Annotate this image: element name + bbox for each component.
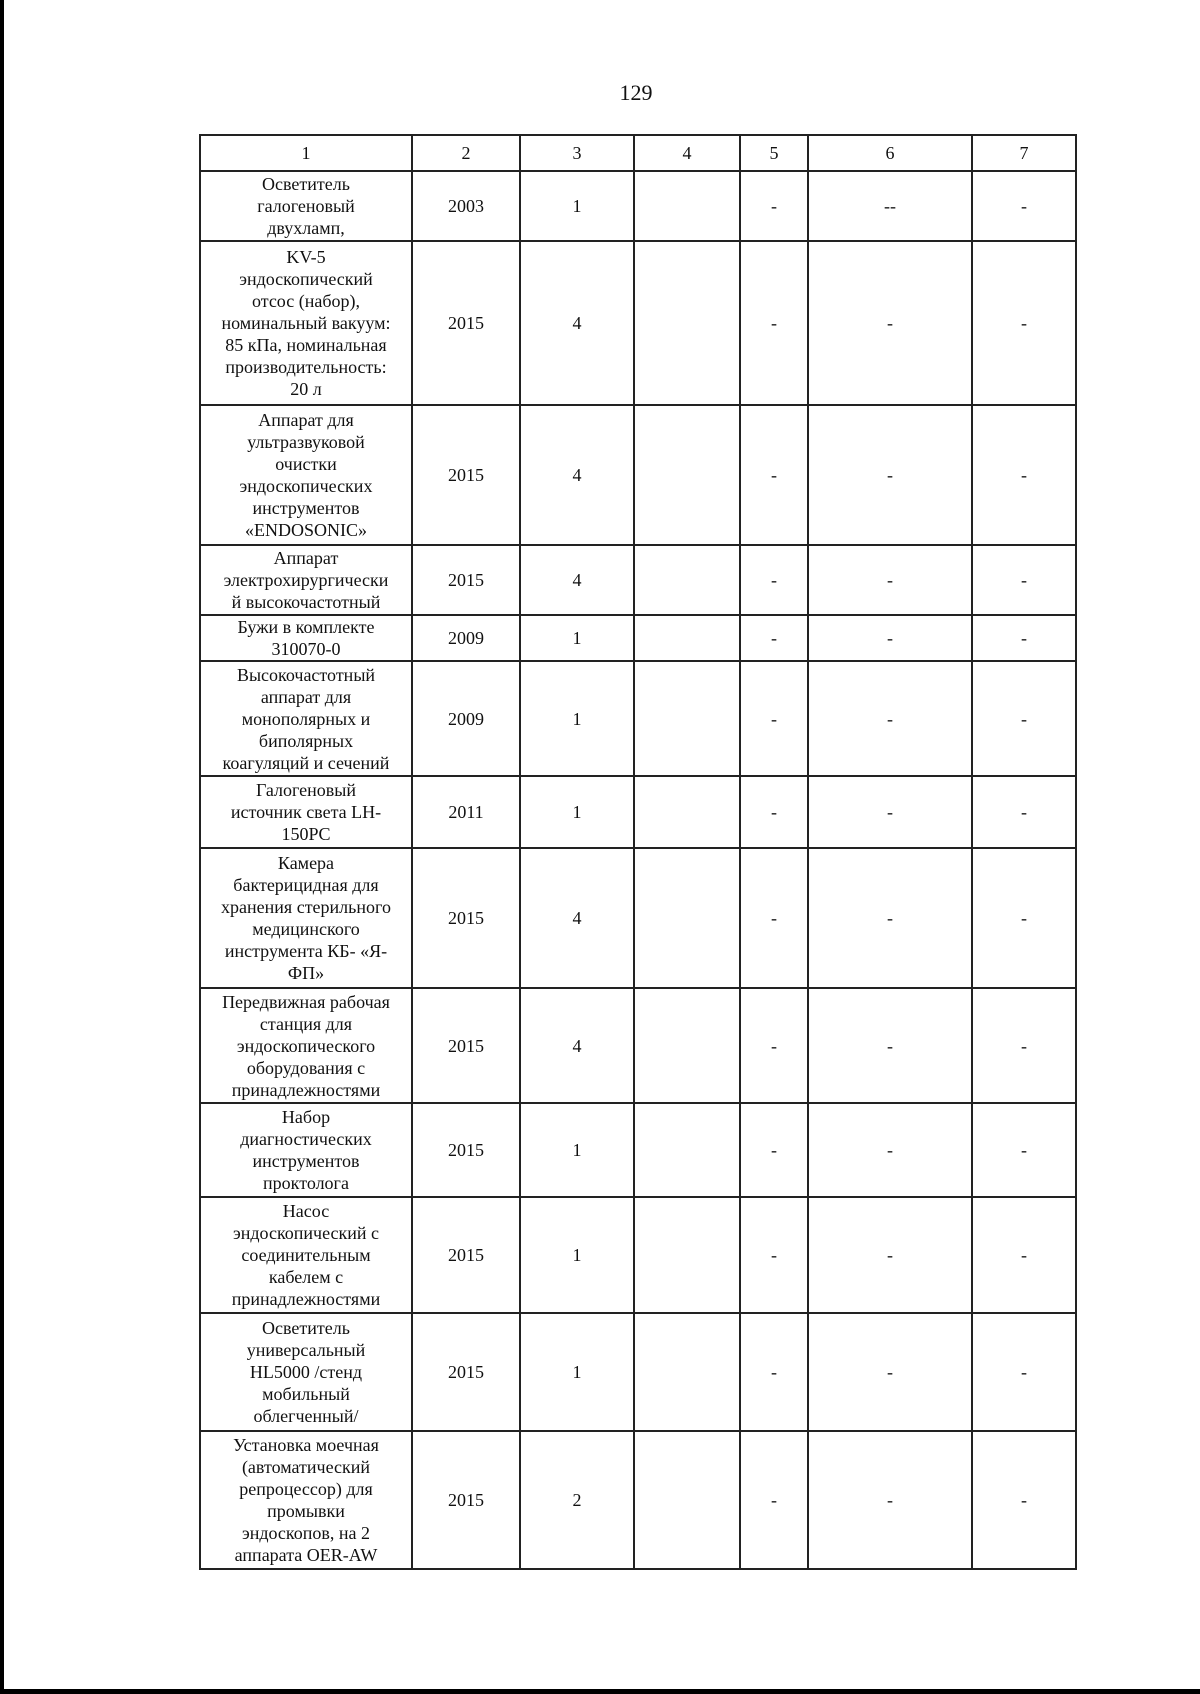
column-header: 6 (808, 135, 972, 171)
column-7-cell: - (972, 1103, 1076, 1197)
table-row (200, 405, 1076, 545)
equipment-name-cell: Галогеновый источник света LH- 150PC (200, 776, 412, 848)
column-6-cell: - (808, 776, 972, 848)
scan-edge-bottom (0, 1689, 1200, 1694)
column-6-cell: - (808, 848, 972, 988)
column-6-cell: -- (808, 171, 972, 241)
equipment-name-cell: Передвижная рабочая станция для эндоскопического оборудования с принадлежностями (200, 988, 412, 1103)
table-row (200, 988, 1076, 1103)
column-4-cell (634, 241, 740, 405)
column-5-cell: - (740, 661, 808, 776)
equipment-name-cell: Насос эндоскопический с соединительным кабелем с принадлежностями (200, 1197, 412, 1313)
column-4-cell (634, 1431, 740, 1569)
page-number: 129 (619, 80, 653, 105)
table-row (200, 1197, 1076, 1313)
column-6-cell: - (808, 1313, 972, 1431)
equipment-name-cell: Камера бактерицидная для хранения стерильного медицинского инструмента КБ- «Я- ФП» (200, 848, 412, 988)
column-header: 5 (740, 135, 808, 171)
table-row (200, 1103, 1076, 1197)
table-row (200, 545, 1076, 615)
equipment-name-cell: Установка моечная (автоматический репроцессор) для промывки эндоскопов, на 2 аппарата OER-AW (200, 1431, 412, 1569)
table-row (200, 241, 1076, 405)
table-row (200, 1313, 1076, 1431)
year-cell: 2015 (412, 1313, 520, 1431)
quantity-cell: 4 (520, 405, 634, 545)
quantity-cell: 2 (520, 1431, 634, 1569)
column-6-cell: - (808, 988, 972, 1103)
column-4-cell (634, 848, 740, 988)
table-row (200, 848, 1076, 988)
column-7-cell: - (972, 1431, 1076, 1569)
column-header: 4 (634, 135, 740, 171)
equipment-name-cell: Аппарат для ультразвуковой очистки эндоскопических инструментов «ENDOSONIC» (200, 405, 412, 545)
column-5-cell: - (740, 776, 808, 848)
column-4-cell (634, 545, 740, 615)
quantity-cell: 4 (520, 848, 634, 988)
table-row (200, 171, 1076, 241)
quantity-cell: 1 (520, 661, 634, 776)
year-cell: 2015 (412, 988, 520, 1103)
quantity-cell: 1 (520, 1103, 634, 1197)
equipment-name-cell: KV-5 эндоскопический отсос (набор), номинальный вакуум: 85 кПа, номинальная производительность: 20 л (200, 241, 412, 405)
column-6-cell: - (808, 241, 972, 405)
column-5-cell: - (740, 545, 808, 615)
equipment-name-cell: Набор диагностических инструментов проктолога (200, 1103, 412, 1197)
column-5-cell: - (740, 1197, 808, 1313)
quantity-cell: 4 (520, 545, 634, 615)
table-header-row (200, 135, 1076, 171)
quantity-cell: 1 (520, 615, 634, 661)
column-7-cell: - (972, 171, 1076, 241)
column-5-cell: - (740, 1431, 808, 1569)
quantity-cell: 1 (520, 1197, 634, 1313)
column-5-cell: - (740, 1313, 808, 1431)
column-6-cell: - (808, 405, 972, 545)
quantity-cell: 1 (520, 171, 634, 241)
year-cell: 2011 (412, 776, 520, 848)
column-6-cell: - (808, 1431, 972, 1569)
column-4-cell (634, 988, 740, 1103)
column-5-cell: - (740, 1103, 808, 1197)
column-6-cell: - (808, 615, 972, 661)
quantity-cell: 1 (520, 776, 634, 848)
column-4-cell (634, 661, 740, 776)
year-cell: 2015 (412, 1197, 520, 1313)
column-7-cell: - (972, 545, 1076, 615)
year-cell: 2003 (412, 171, 520, 241)
quantity-cell: 4 (520, 241, 634, 405)
year-cell: 2015 (412, 1103, 520, 1197)
column-7-cell: - (972, 776, 1076, 848)
equipment-name-cell: Аппарат электрохирургически й высокочастотный (200, 545, 412, 615)
column-header: 7 (972, 135, 1076, 171)
table-row (200, 615, 1076, 661)
column-7-cell: - (972, 1197, 1076, 1313)
year-cell: 2015 (412, 545, 520, 615)
year-cell: 2015 (412, 241, 520, 405)
table-row (200, 776, 1076, 848)
column-4-cell (634, 1103, 740, 1197)
column-5-cell: - (740, 988, 808, 1103)
year-cell: 2015 (412, 1431, 520, 1569)
column-6-cell: - (808, 545, 972, 615)
column-5-cell: - (740, 615, 808, 661)
column-4-cell (634, 776, 740, 848)
equipment-name-cell: Осветитель галогеновый двухламп, (200, 171, 412, 241)
column-6-cell: - (808, 1197, 972, 1313)
table-row (200, 661, 1076, 776)
column-7-cell: - (972, 848, 1076, 988)
equipment-name-cell: Осветитель универсальный HL5000 /стенд мобильный облегченный/ (200, 1313, 412, 1431)
column-4-cell (634, 615, 740, 661)
column-7-cell: - (972, 1313, 1076, 1431)
column-5-cell: - (740, 405, 808, 545)
year-cell: 2009 (412, 615, 520, 661)
year-cell: 2015 (412, 405, 520, 545)
column-7-cell: - (972, 405, 1076, 545)
column-4-cell (634, 405, 740, 545)
column-7-cell: - (972, 615, 1076, 661)
column-header: 3 (520, 135, 634, 171)
column-5-cell: - (740, 848, 808, 988)
equipment-name-cell: Бужи в комплекте 310070-0 (200, 615, 412, 661)
column-header: 1 (200, 135, 412, 171)
column-6-cell: - (808, 661, 972, 776)
column-5-cell: - (740, 171, 808, 241)
column-4-cell (634, 1197, 740, 1313)
column-header: 2 (412, 135, 520, 171)
year-cell: 2009 (412, 661, 520, 776)
column-6-cell: - (808, 1103, 972, 1197)
column-7-cell: - (972, 241, 1076, 405)
scan-edge-left (0, 0, 4, 1694)
column-4-cell (634, 171, 740, 241)
column-4-cell (634, 1313, 740, 1431)
column-7-cell: - (972, 661, 1076, 776)
equipment-table (199, 134, 1077, 1570)
quantity-cell: 4 (520, 988, 634, 1103)
column-7-cell: - (972, 988, 1076, 1103)
year-cell: 2015 (412, 848, 520, 988)
column-5-cell: - (740, 241, 808, 405)
quantity-cell: 1 (520, 1313, 634, 1431)
equipment-name-cell: Высокочастотный аппарат для монополярных и биполярных коагуляций и сечений (200, 661, 412, 776)
table-row (200, 1431, 1076, 1569)
